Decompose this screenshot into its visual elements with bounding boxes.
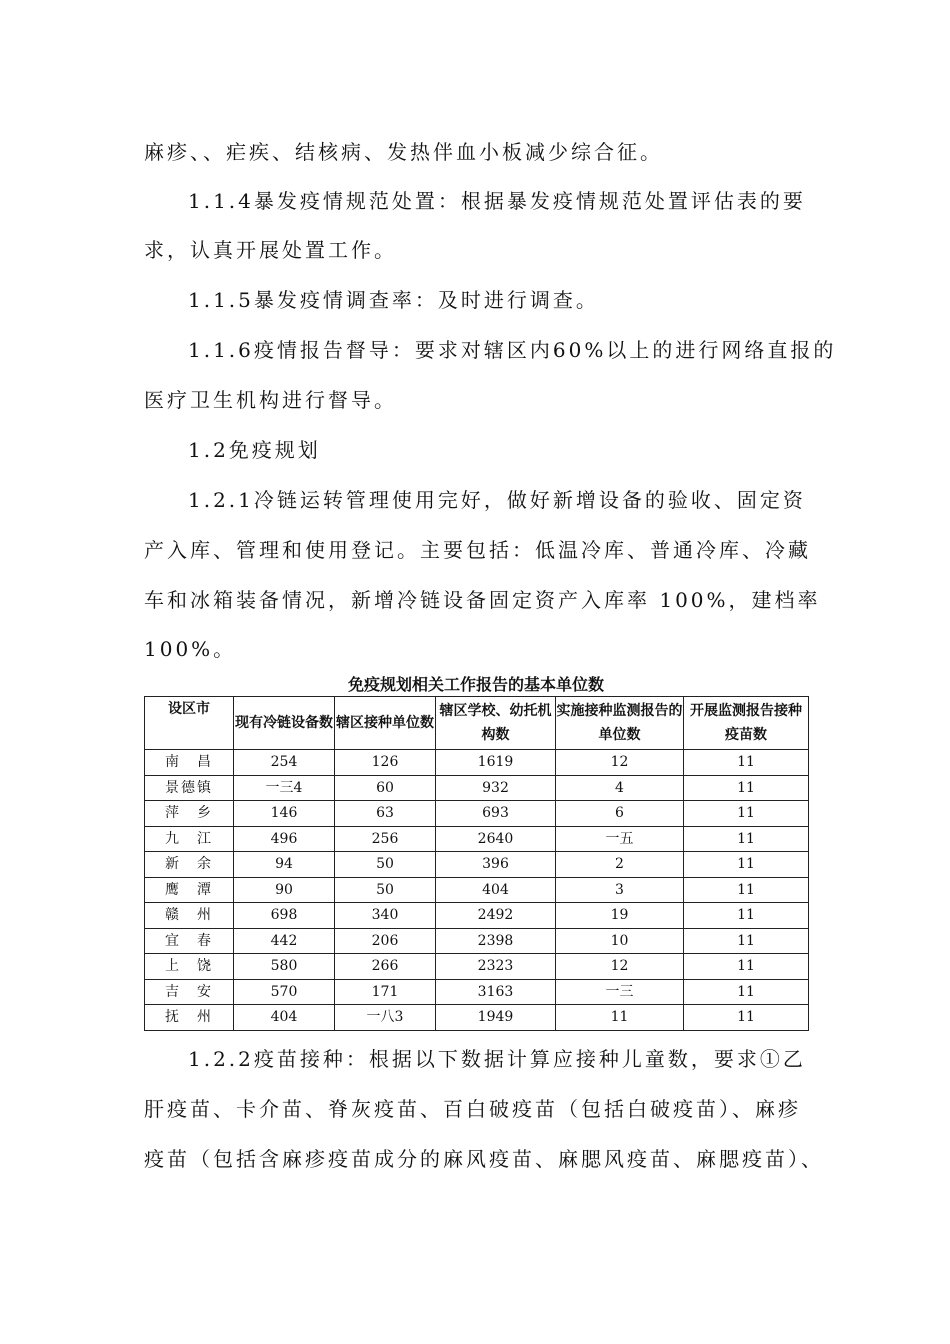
value-cell: 一三4 xyxy=(234,775,335,801)
table-row xyxy=(145,1005,809,1031)
value-cell: 2640 xyxy=(436,826,556,852)
value-cell: 6 xyxy=(556,801,684,827)
value-cell: 11 xyxy=(684,903,809,929)
value-cell: 396 xyxy=(436,852,556,878)
value-cell: 2398 xyxy=(436,928,556,954)
paragraph-line: 1.1.6疫情报告督导：要求对辖区内60%以上的进行网络直报的 xyxy=(188,338,837,362)
value-cell: 11 xyxy=(684,928,809,954)
table-row xyxy=(145,801,809,827)
paragraph-line: 1.2.2疫苗接种：根据以下数据计算应接种儿童数，要求①乙 xyxy=(188,1047,806,1071)
table-row xyxy=(145,928,809,954)
city-cell: 吉 安 xyxy=(145,979,234,1005)
city-cell: 新 余 xyxy=(145,852,234,878)
section-heading: 1.2免疫规划 xyxy=(188,438,321,462)
column-header: 开展监测报告接种疫苗数 xyxy=(684,697,809,750)
city-cell: 萍 乡 xyxy=(145,801,234,827)
value-cell: 496 xyxy=(234,826,335,852)
value-cell: 11 xyxy=(684,1005,809,1031)
column-header: 辖区学校、幼托机构数 xyxy=(436,697,556,750)
table-row xyxy=(145,954,809,980)
city-cell: 南 昌 xyxy=(145,750,234,776)
table-caption: 免疫规划相关工作报告的基本单位数 xyxy=(347,675,604,694)
paragraph-line: 医疗卫生机构进行督导。 xyxy=(144,388,397,412)
city-cell: 景德镇 xyxy=(145,775,234,801)
paragraph-line: 车和冰箱装备情况，新增冷链设备固定资产入库率 100%，建档率 xyxy=(144,588,821,612)
paragraph-line: 求，认真开展处置工作。 xyxy=(144,238,397,262)
city-cell: 九 江 xyxy=(145,826,234,852)
table-body xyxy=(145,750,809,1031)
value-cell: 340 xyxy=(335,903,436,929)
value-cell: 50 xyxy=(335,852,436,878)
table-row xyxy=(145,775,809,801)
paragraph-line: 产入库、管理和使用登记。主要包括：低温冷库、普通冷库、冷藏 xyxy=(144,538,811,562)
column-header: 设区市 xyxy=(145,697,234,750)
value-cell: 11 xyxy=(684,801,809,827)
table-row xyxy=(145,877,809,903)
value-cell: 171 xyxy=(335,979,436,1005)
paragraph-line: 1.1.4暴发疫情规范处置：根据暴发疫情规范处置评估表的要 xyxy=(188,189,806,213)
paragraph-line: 肝疫苗、卡介苗、脊灰疫苗、百白破疫苗（包括白破疫苗）、麻疹 xyxy=(144,1097,801,1121)
value-cell: 693 xyxy=(436,801,556,827)
value-cell: 1619 xyxy=(436,750,556,776)
table-header-row xyxy=(145,697,809,750)
value-cell: 12 xyxy=(556,954,684,980)
value-cell: 2492 xyxy=(436,903,556,929)
value-cell: 146 xyxy=(234,801,335,827)
table-row xyxy=(145,852,809,878)
value-cell: 404 xyxy=(234,1005,335,1031)
paragraph-line: 1.1.5暴发疫情调查率：及时进行调查。 xyxy=(188,288,599,312)
city-cell: 鹰 潭 xyxy=(145,877,234,903)
value-cell: 60 xyxy=(335,775,436,801)
paragraph-line: 疫苗（包括含麻疹疫苗成分的麻风疫苗、麻腮风疫苗、麻腮疫苗）、 xyxy=(144,1147,824,1171)
value-cell: 256 xyxy=(335,826,436,852)
value-cell: 442 xyxy=(234,928,335,954)
paragraph-line: 麻疹、、疟疾、结核病、发热伴血小板减少综合征。 xyxy=(144,140,663,164)
column-header: 现有冷链设备数 xyxy=(234,697,335,750)
paragraph-line: 100%。 xyxy=(144,637,237,661)
value-cell: 206 xyxy=(335,928,436,954)
value-cell: 1949 xyxy=(436,1005,556,1031)
value-cell: 570 xyxy=(234,979,335,1005)
value-cell: 一五 xyxy=(556,826,684,852)
value-cell: 126 xyxy=(335,750,436,776)
value-cell: 63 xyxy=(335,801,436,827)
table-row xyxy=(145,750,809,776)
value-cell: 10 xyxy=(556,928,684,954)
column-header: 实施接种监测报告的单位数 xyxy=(556,697,684,750)
table-row xyxy=(145,826,809,852)
column-header: 辖区接种单位数 xyxy=(335,697,436,750)
value-cell: 19 xyxy=(556,903,684,929)
value-cell: 11 xyxy=(556,1005,684,1031)
city-cell: 上 饶 xyxy=(145,954,234,980)
value-cell: 11 xyxy=(684,775,809,801)
value-cell: 932 xyxy=(436,775,556,801)
value-cell: 404 xyxy=(436,877,556,903)
value-cell: 12 xyxy=(556,750,684,776)
value-cell: 266 xyxy=(335,954,436,980)
value-cell: 11 xyxy=(684,979,809,1005)
value-cell: 一三 xyxy=(556,979,684,1005)
value-cell: 90 xyxy=(234,877,335,903)
value-cell: 94 xyxy=(234,852,335,878)
city-cell: 抚 州 xyxy=(145,1005,234,1031)
value-cell: 3 xyxy=(556,877,684,903)
value-cell: 一八3 xyxy=(335,1005,436,1031)
value-cell: 254 xyxy=(234,750,335,776)
value-cell: 11 xyxy=(684,852,809,878)
table-row xyxy=(145,903,809,929)
value-cell: 3163 xyxy=(436,979,556,1005)
paragraph-line: 1.2.1冷链运转管理使用完好，做好新增设备的验收、固定资 xyxy=(188,488,806,512)
value-cell: 11 xyxy=(684,877,809,903)
value-cell: 11 xyxy=(684,750,809,776)
city-cell: 赣 州 xyxy=(145,903,234,929)
value-cell: 11 xyxy=(684,954,809,980)
table-row xyxy=(145,979,809,1005)
value-cell: 2 xyxy=(556,852,684,878)
vaccination-units-table xyxy=(144,696,809,1031)
value-cell: 4 xyxy=(556,775,684,801)
value-cell: 11 xyxy=(684,826,809,852)
value-cell: 50 xyxy=(335,877,436,903)
city-cell: 宜 春 xyxy=(145,928,234,954)
value-cell: 2323 xyxy=(436,954,556,980)
value-cell: 698 xyxy=(234,903,335,929)
value-cell: 580 xyxy=(234,954,335,980)
